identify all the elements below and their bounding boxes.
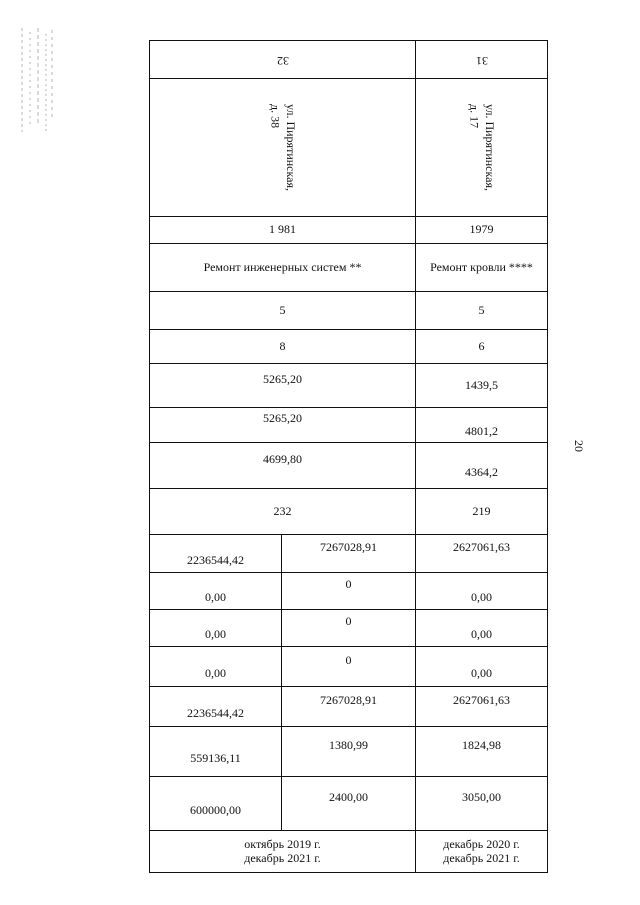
cell-area2-2: 4801,2 [416, 408, 548, 443]
cell-year-1: 1 981 [150, 217, 416, 244]
page-number: 20 [572, 440, 586, 452]
table-row-work-type [150, 244, 548, 292]
table-row-fund1 [150, 573, 548, 610]
cell-address-2 [416, 79, 548, 217]
cell-area3-1: 4699,80 [150, 443, 416, 489]
cell-address-1 [150, 79, 416, 217]
cell-period-1 [150, 831, 416, 873]
period-start: декабрь 2020 г. [443, 836, 520, 851]
faded-stamp-mark [18, 24, 56, 136]
period-end: декабрь 2021 г. [443, 850, 520, 865]
address-line-street: ул. Пирятинская, [284, 104, 299, 191]
cell-number-1: 32 [150, 41, 416, 79]
table-row-limit-cost [150, 777, 548, 831]
cell-cost-total-1a: 2236544,42 [150, 535, 282, 573]
cell-period-2 [416, 831, 548, 873]
address-line-house: д. 17 [467, 104, 482, 129]
table-row-unit-cost [150, 727, 548, 777]
cell-work-type-1: Ремонт инженерных систем ** [150, 244, 416, 292]
cell-residents-2: 219 [416, 489, 548, 535]
cell-limit-cost-1a: 600000,00 [150, 777, 282, 831]
cell-fund2-1b: 0 [282, 610, 416, 647]
cell-unit-cost-1b: 1380,99 [282, 727, 416, 777]
cell-row5-1: 5 [150, 292, 416, 330]
cell-unit-cost-1a: 559136,11 [150, 727, 282, 777]
cell-fund1-1a: 0,00 [150, 573, 282, 610]
cell-area1-1: 5265,20 [150, 364, 416, 408]
address-line-street: ул. Пирятинская, [483, 104, 498, 191]
cell-fund1-2: 0,00 [416, 573, 548, 610]
table-row-5 [150, 292, 548, 330]
cell-year-2: 1979 [416, 217, 548, 244]
table-row-6 [150, 330, 548, 364]
cell-cost-total-2: 2627061,63 [416, 535, 548, 573]
cell-row5-2: 5 [416, 292, 548, 330]
cell-fund-owner-1a: 2236544,42 [150, 687, 282, 727]
cell-fund1-1b: 0 [282, 573, 416, 610]
address-line-house: д. 38 [268, 104, 283, 129]
table-row-number [150, 41, 548, 79]
cell-cost-total-1b: 7267028,91 [282, 535, 416, 573]
table-row-area1 [150, 364, 548, 408]
table-row-address [150, 79, 548, 217]
cell-area3-2: 4364,2 [416, 443, 548, 489]
cell-fund-owner-1b: 7267028,91 [282, 687, 416, 727]
cell-area2-1: 5265,20 [150, 408, 416, 443]
cell-fund3-1a: 0,00 [150, 647, 282, 687]
period-end: декабрь 2021 г. [244, 850, 321, 865]
cell-limit-cost-1b: 2400,00 [282, 777, 416, 831]
cell-fund-owner-2: 2627061,63 [416, 687, 548, 727]
cell-work-type-2: Ремонт кровли **** [416, 244, 548, 292]
cell-fund2-2: 0,00 [416, 610, 548, 647]
table-row-cost-total [150, 535, 548, 573]
cell-area1-2: 1439,5 [416, 364, 548, 408]
cell-unit-cost-2: 1824,98 [416, 727, 548, 777]
cell-residents-1: 232 [150, 489, 416, 535]
housing-repair-table [149, 40, 548, 873]
cell-row6-1: 8 [150, 330, 416, 364]
cell-limit-cost-2: 3050,00 [416, 777, 548, 831]
table-row-fund3 [150, 647, 548, 687]
table-row-year [150, 217, 548, 244]
cell-row6-2: 6 [416, 330, 548, 364]
cell-fund3-1b: 0 [282, 647, 416, 687]
table-row-fund-owner [150, 687, 548, 727]
table-row-residents [150, 489, 548, 535]
table-row-fund2 [150, 610, 548, 647]
cell-fund3-2: 0,00 [416, 647, 548, 687]
cell-number-2: 31 [416, 41, 548, 79]
table-row-area3 [150, 443, 548, 489]
cell-fund2-1a: 0,00 [150, 610, 282, 647]
table-row-period [150, 831, 548, 873]
table-row-area2 [150, 408, 548, 443]
period-start: октябрь 2019 г. [244, 836, 321, 851]
